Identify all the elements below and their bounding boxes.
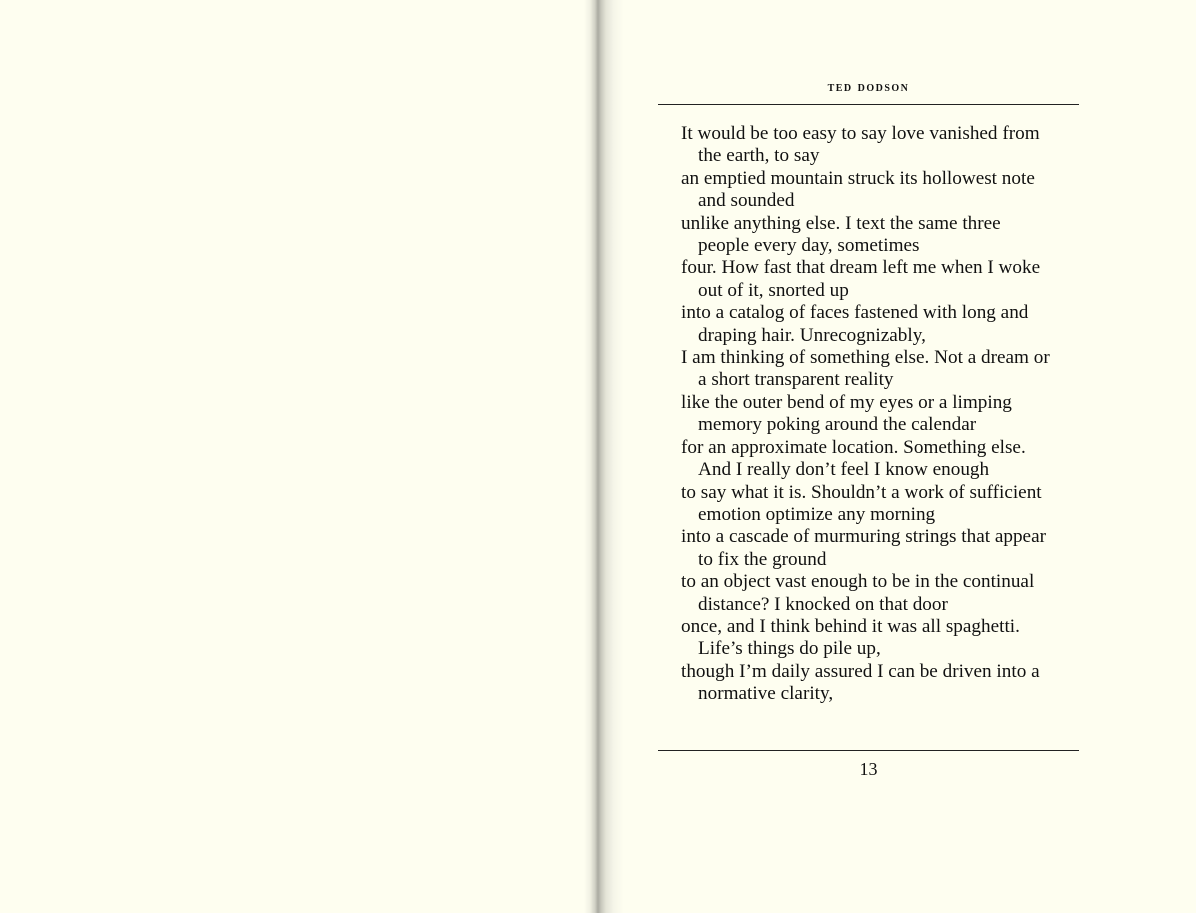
- poem-line-turnover: the earth, to say: [698, 145, 820, 167]
- poem-line: [681, 347, 1071, 392]
- poem-line-turnover: draping hair. Unrecognizably,: [698, 324, 926, 346]
- poem-line-text: to an object vast enough to be in the continual: [681, 571, 1035, 593]
- poem-line-turnover: to fix the ground: [698, 548, 827, 570]
- poem-line: [681, 123, 1071, 168]
- poem-line: [681, 437, 1071, 482]
- poem-line: [681, 302, 1071, 347]
- poem-line-turnover: out of it, snorted up: [698, 279, 849, 301]
- poem-line-text: for an approximate location. Something else.: [681, 436, 1026, 458]
- poem-line-text: to say what it is. Shouldn’t a work of sufficient: [681, 481, 1042, 503]
- poem-line-turnover: memory poking around the calendar: [698, 414, 977, 436]
- poem-line-turnover: emotion optimize any morning: [698, 503, 936, 525]
- poem-line: [681, 526, 1071, 571]
- poem-line: [681, 482, 1071, 527]
- header-rule: [658, 104, 1079, 105]
- poem-line-text: into a catalog of faces fastened with long and: [681, 302, 1029, 324]
- running-head-author: ted dodson: [827, 80, 910, 95]
- poem-line-text: like the outer bend of my eyes or a limping: [681, 391, 1012, 413]
- poem-line-turnover: And I really don’t feel I know enough: [698, 459, 990, 481]
- poem-line: [681, 571, 1071, 616]
- poem-line: [681, 168, 1071, 213]
- poem-line: [681, 616, 1071, 661]
- poem-line: [681, 661, 1071, 706]
- page-number: 13: [859, 759, 878, 779]
- poem-line-turnover: a short transparent reality: [698, 369, 894, 391]
- poem-line-text: once, and I think behind it was all spaghetti.: [681, 615, 1020, 637]
- poem-body: [681, 123, 1071, 706]
- poem-line-turnover: and sounded: [698, 190, 795, 212]
- poem-line-turnover: normative clarity,: [698, 683, 834, 705]
- poem-line-text: into a cascade of murmuring strings that appear: [681, 526, 1046, 548]
- poem-line-text: though I’m daily assured I can be driven into a: [681, 660, 1040, 682]
- poem-line-text: four. How fast that dream left me when I woke: [681, 257, 1041, 279]
- footer-rule: [658, 750, 1079, 751]
- poem-line-turnover: Life’s things do pile up,: [698, 638, 881, 660]
- poem-line-text: It would be too easy to say love vanished from: [681, 123, 1040, 144]
- poem-line-turnover: distance? I knocked on that door: [698, 593, 948, 615]
- poem-line-text: an emptied mountain struck its hollowest note: [681, 167, 1035, 189]
- poem-line: [681, 257, 1071, 302]
- poem-line-text: I am thinking of something else. Not a dream or: [681, 347, 1050, 369]
- book-spine-shadow: [584, 0, 624, 913]
- right-page: [620, 0, 1196, 913]
- poem-line: [681, 392, 1071, 437]
- poem-line-text: unlike anything else. I text the same three: [681, 212, 1001, 234]
- poem-line: [681, 213, 1071, 258]
- poem-line-turnover: people every day, sometimes: [698, 235, 920, 257]
